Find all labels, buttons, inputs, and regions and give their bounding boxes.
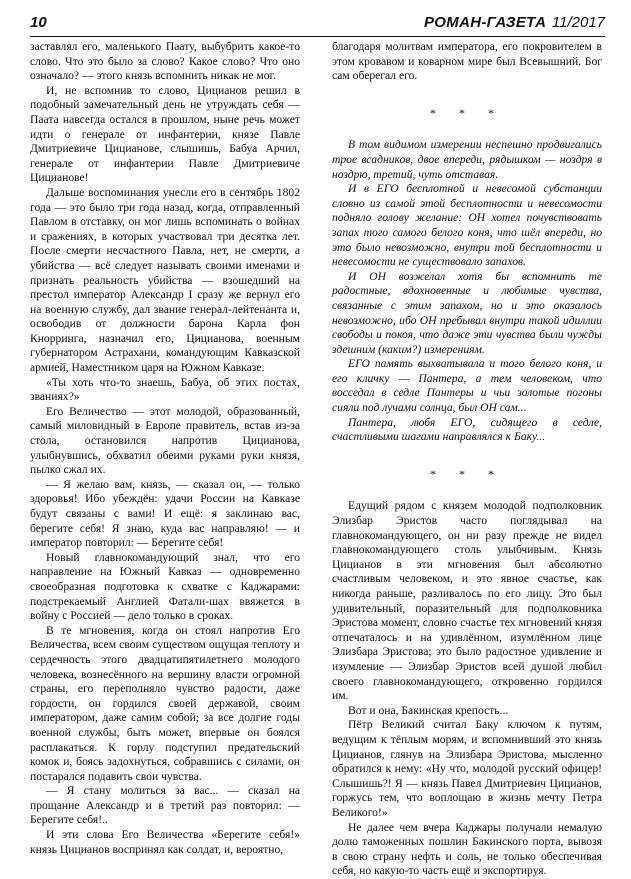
italic-section: [332, 138, 602, 444]
italic-paragraph: И ОН возжелал хотя бы вспомнить те радостные, вдохновенные и любимые чувства, связанные с этим запахом, но и это оказалось невозможно, ибо ОН пребывал внутри такой идиллии свободы и покоя, что даже эти чувства были чужды здешним (каким?) измерениям.: [332, 269, 602, 356]
italic-paragraph: ЕГО память выхватывала и того белого коня, и его кличку — Пантера, а тем человеком, что восседал в седле Пантеры и чьи золотые погоны сияли под лучами солнца, был ОН сам...: [332, 357, 602, 415]
section-separator: * * *: [430, 466, 504, 481]
italic-paragraph: В том видимом измерении неспешно продвигались трое всадников, двое впереди, рядышком — ноздря в ноздрю, третий, чуть отставая.: [332, 138, 602, 181]
paragraph: — Я стану молиться за вас... — сказал на прощание Александр и в третий раз повторил: — Берегите себя!..: [30, 784, 300, 827]
paragraph: Вот и она, Бакинская крепость...: [348, 703, 509, 717]
paragraph: благодаря молитвам императора, его покровителем в этом кровавом и коварном мире был Всевышний. Бог сам оберегал его.: [332, 40, 602, 83]
paragraph: И, не вспомнив то слово, Цицианов решил в подобный замечательный день не утруждать себя — Паата навсегда остался в прошлом, ныне речь может идти о генерале от инфантерии, князе Павле Дмитриевиче Цицианове, слышишь, Бабуа Арчил, генерале от инфантерии Павле Дмитриевиче Цицианове!: [30, 83, 300, 185]
paragraph: Не далее чем вчера Каджары получали немалую долю таможенных пошлин Бакинского порта, вывозя в свою страну нефть и соль, не только обеспечивая себя, но какую-то часть ещё и экспортируя.: [332, 820, 602, 878]
paragraph: — Я желаю вам, князь, — сказал он, — только здоровья! Ибо убеждён: удачи России на Кавказе будут связаны с вами! И ещё: я заклинаю вас, берегите себя! Я знаю, куда вас направляю! — и император повторил: — Берегите себя!: [30, 477, 300, 550]
section-separator: * * *: [430, 105, 504, 120]
page-number: 10: [30, 14, 47, 31]
paragraph: Едущий рядом с князем молодой подполковник Элизбар Эристов часто поглядывал на главнокомандующего, он ни разу прежде не видел главнокомандующего столь улыбчивым. Князь Цицианов в эти мгновения был абсолютно счастливым человеком, и это явное счастье, как никогда раньше, разливалось по его лицу. Это был удивительный, поразительный для подполковника Эристова момент, словно счастье тех мгновений князя отпечаталось и на удивлённом, изумлённом лице Элизбара Эристова; это было радостное удивление и изумление — Элизбар Эристов всей душой любил своего главнокомандующего, откровенно гордился им.: [332, 499, 602, 703]
left-column: [30, 40, 300, 857]
paragraph: Его Величество — этот молодой, образованный, самый миловидный в Европе правитель, встав из-за стола, остановился напротив Цицианова, улыбнувшись, обхватил обеими руками руки князя, пылко сжал их.: [30, 404, 300, 477]
paragraph: Новый главнокомандующий знал, что его направление на Южный Кавказ — одновременно своеобразная подготовка к схватке с Каджарами: подстрекаемый Англией Фатали-шах ввяжется в войну с Россией — дело только в сроках.: [30, 550, 300, 623]
paragraph: Пётр Великий считал Баку ключом к путям, ведущим к тёплым морям, и вспомнивший это князь Цицианов, глянув на Элизбара Эристова, мысленно обратился к нему: «Ну что, молодой русский офицер! Слышишь?! Я — князь Павел Дмитриевич Цицианов, горжусь тем, что воплощаю в жизнь мечту Петра Великого!»: [332, 718, 602, 819]
paragraph: «Ты хоть что-то знаешь, Бабуа, об этих постах, званиях?»: [30, 375, 300, 404]
issue-number: 11/2017: [551, 14, 605, 31]
journal-title: РОМАН-ГАЗЕТА: [424, 14, 547, 31]
paragraph: Дальше воспоминания унесли его в сентябрь 1802 года — это было три года назад, когда, отправленный Павлом в отставку, он мог лишь вспоминать о войнах и сражениях, в которых участвовал три десятка лет. После смерти несчастного Павла, нет, не смерти, а убийства — всё следует называть своими именами и признать реальность убийства — взошедший на престол император Александр I сразу же вернул его на военную службу, дал звание генерал-лейтенанта и, освободив от должности барона Карла фон Кнорринга, назначил его, Цицианова, военным губернатором Астрахани, командующим Кавказской армией, Наместником царя на Южном Кавказе.: [30, 185, 300, 375]
header-rule: [30, 36, 605, 37]
paragraph: заставлял его, маленького Паату, выбубрить какое-то слово. Что это было за слово? Какое слово? Что оно означало? — этого князь вспомнить никак не мог.: [30, 40, 300, 83]
right-column: [332, 40, 602, 879]
italic-paragraph: И в ЕГО бесплотной и невесомой субстанции словно из самой этой бесплотности и невесомости подняло голову желание: ОН хотел почувствовать запах того самого белого коня, что шёл впереди, но это было невозможно, внутри той бесплотности и невесомости не существовало запахов.: [332, 182, 602, 269]
page-header: [30, 14, 605, 36]
italic-paragraph: Пантера, любя ЕГО, сидящего в седле, счастливыми шагами направлялся к Баку...: [332, 415, 602, 444]
paragraph: В те мгновения, когда он стоял напротив Его Величества, всем своим существом ощущая теплоту и сердечность этого двадцатипятилетнего молодого человека, вознесённого на вершину власти огромной страны, его переполняло чувство радости, даже гордости, он гордился своей державой, своим императором, даже самим собой; за все долгие годы военной службы, быть может, впервые он боялся расплакаться. К горлу подступил предательский комок и, боясь задохнуться, собравшись с силами, он постарался подавить свои чувства.: [30, 623, 300, 783]
paragraph: И эти слова Его Величества «Берегите себя!» князь Цицианов воспринял как солдат, и, вероятно,: [30, 828, 300, 856]
